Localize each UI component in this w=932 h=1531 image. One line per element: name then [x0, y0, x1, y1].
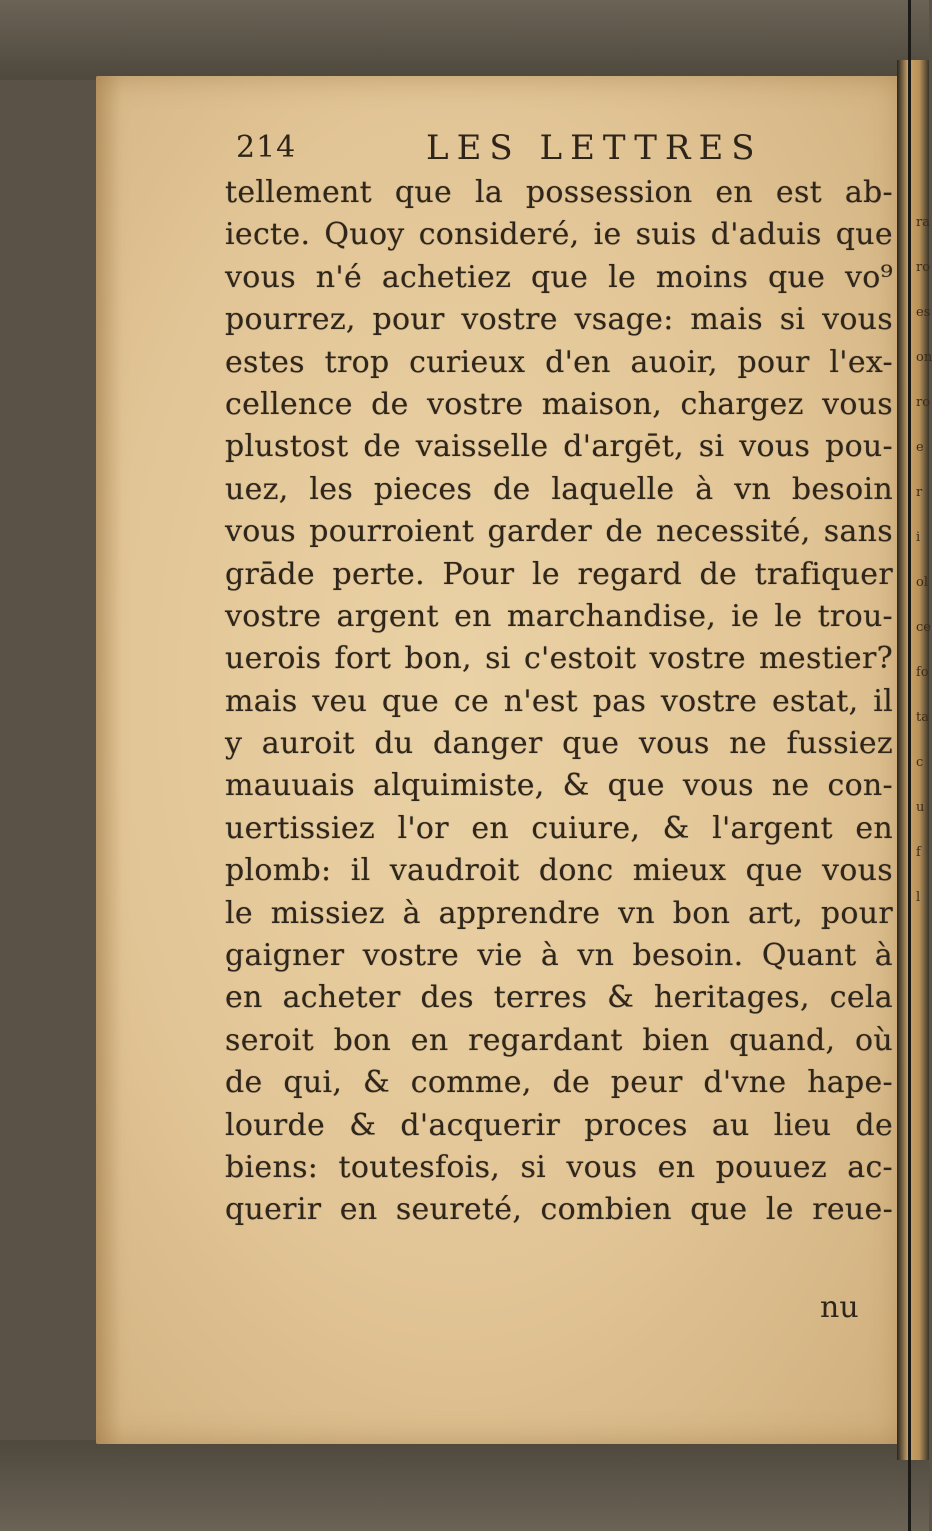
fragment: ro — [916, 395, 931, 410]
page-edge-shadow — [96, 76, 122, 1444]
page-header — [230, 128, 890, 172]
text-line: gaigner vostre vie à vn besoin. Quant à — [225, 938, 893, 974]
fragment: on — [916, 350, 932, 365]
text-line: y auroit du danger que vous ne fussiez — [225, 726, 893, 762]
fragment: l — [916, 890, 921, 905]
text-line: vous n'é achetiez que le moins que vo⁹ — [225, 259, 893, 295]
fragment: e — [916, 440, 924, 455]
text-line: mauuais alquimiste, & que vous ne con- — [225, 768, 893, 804]
text-line: querir en seureté, combien que le reue- — [225, 1192, 893, 1228]
body-text — [225, 172, 893, 1232]
text-line: de qui, & comme, de peur d'vne hape- — [225, 1065, 893, 1101]
text-line: vostre argent en marchandise, ie le trou- — [225, 598, 893, 634]
text-line: uertissiez l'or en cuiure, & l'argent en — [225, 810, 893, 846]
fragment: c — [916, 755, 924, 770]
page-number: 214 — [236, 130, 297, 165]
fragment: u — [916, 800, 925, 815]
text-line: en acheter des terres & heritages, cela — [225, 980, 893, 1016]
text-line: mais veu que ce n'est pas vostre estat, il — [225, 683, 893, 719]
text-line: plomb: il vaudroit donc mieux que vous — [225, 853, 893, 889]
fragment: ol — [916, 575, 928, 590]
text-line: iecte. Quoy consideré, ie suis d'aduis que — [225, 217, 893, 253]
text-line: seroit bon en regardant bien quand, où — [225, 1022, 893, 1058]
text-line: uez, les pieces de laquelle à vn besoin — [225, 471, 893, 507]
text-line: plustost de vaisselle d'argēt, si vous pou- — [225, 429, 893, 465]
text-line: cellence de vostre maison, chargez vous — [225, 386, 893, 422]
text-line: biens: toutesfois, si vous en pouuez ac- — [225, 1149, 893, 1185]
fragment: ce — [916, 620, 931, 635]
fragment: ta — [916, 710, 929, 725]
facing-page-fragments — [916, 200, 932, 920]
text-line: tellement que la possession en est ab- — [225, 175, 893, 210]
fragment: fo — [916, 665, 929, 680]
running-title: LES LETTRES — [426, 128, 763, 168]
fragment: ro — [916, 260, 931, 275]
fragment: ra — [916, 215, 930, 230]
fragment: i — [916, 530, 921, 545]
gutter-fold-line — [908, 0, 911, 1531]
text-line: grāde perte. Pour le regard de trafiquer — [225, 556, 893, 592]
text-line: pourrez, pour vostre vsage: mais si vous — [225, 302, 893, 338]
scan-backdrop-bottom — [0, 1440, 929, 1531]
text-line: vous pourroient garder de necessité, sans — [225, 514, 893, 550]
fragment: es — [916, 305, 931, 320]
catchword: nu — [820, 1290, 859, 1325]
text-line: le missiez à apprendre vn bon art, pour — [225, 895, 893, 931]
fragment: f — [916, 845, 921, 860]
text-line: lourde & d'acquerir proces au lieu de — [225, 1107, 893, 1143]
scan-backdrop-top — [0, 0, 929, 80]
text-line: uerois fort bon, si c'estoit vostre mestier? — [225, 641, 893, 677]
fragment: r — [916, 485, 923, 500]
text-line: estes trop curieux d'en auoir, pour l'ex- — [225, 344, 893, 380]
